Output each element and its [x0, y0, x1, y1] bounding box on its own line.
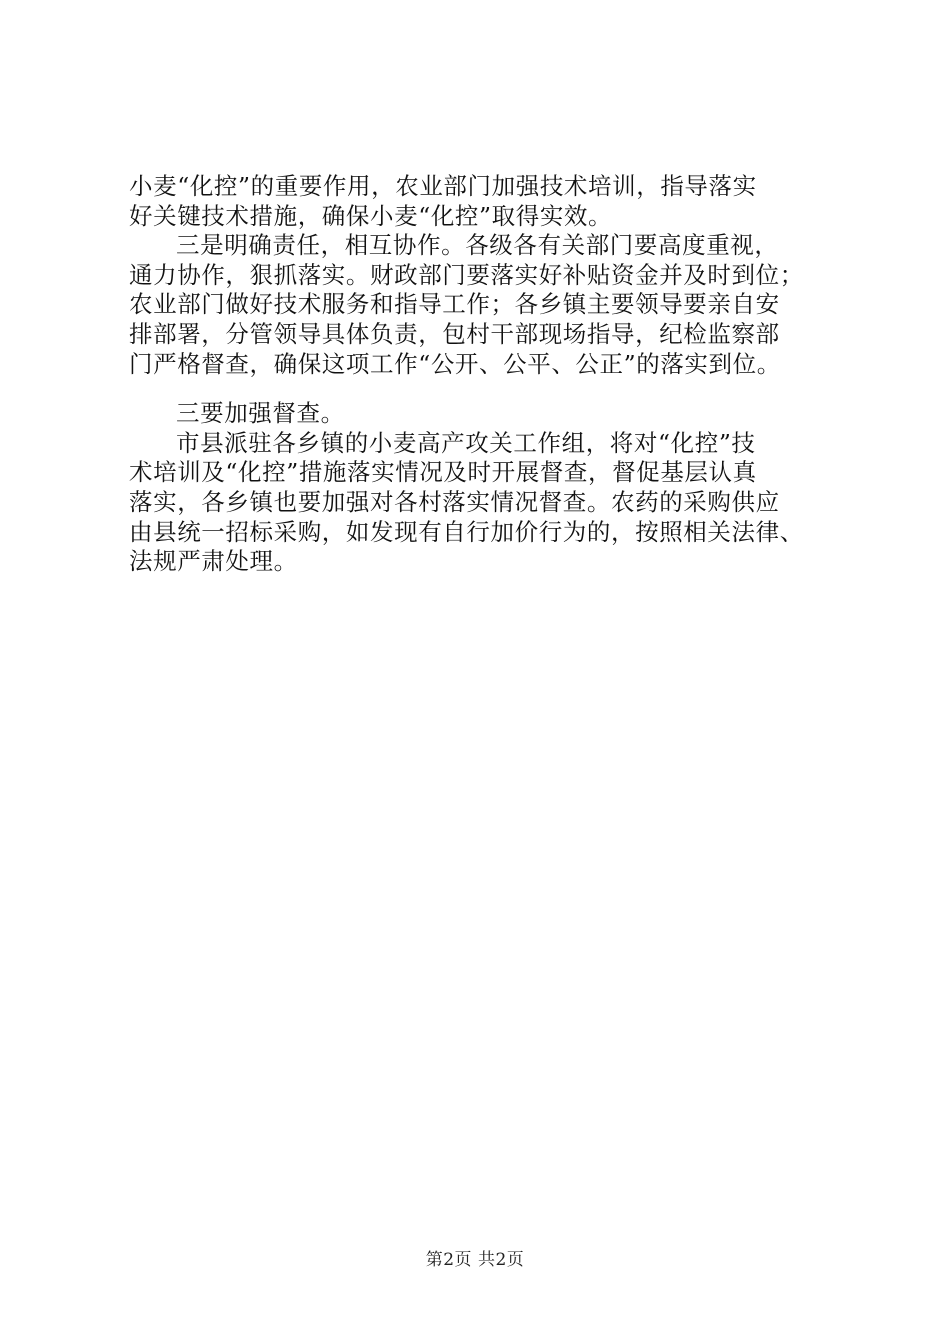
text-line: 由县统一招标采购，如发现有自行加价行为的，按照相关法律、	[129, 517, 804, 546]
paragraph-supervision	[129, 429, 829, 577]
text-line: 好关键技术措施，确保小麦“化控”取得实效。	[129, 201, 613, 230]
paragraph-continuation	[129, 172, 829, 231]
paragraph-responsibility	[129, 231, 829, 379]
text-line: 落实，各乡镇也要加强对各村落实情况督查。农药的采购供应	[129, 487, 780, 516]
text-line: 法规严肃处理。	[129, 547, 298, 576]
text-line: 术培训及“化控”措施落实情况及时开展督查，督促基层认真	[129, 458, 757, 487]
text-line: 市县派驻各乡镇的小麦高产攻关工作组，将对“化控”技	[176, 428, 756, 457]
text-line: 小麦“化控”的重要作用，农业部门加强技术培训，指导落实	[129, 172, 757, 200]
text-line: 三是明确责任，相互协作。各级各有关部门要高度重视，	[176, 231, 779, 260]
text-line: 门严格督查，确保这项工作“公开、公平、公正”的落实到位。	[129, 349, 781, 378]
page-footer: 第2页 共2页	[425, 1250, 525, 1270]
document-body	[129, 172, 829, 577]
text-line: 排部署，分管领导具体负责，包村干部现场指导，纪检监察部	[129, 319, 780, 348]
paragraph-gap	[129, 379, 829, 399]
section-heading: 三要加强督查。	[176, 399, 345, 428]
text-line: 通力协作，狠抓落实。财政部门要落实好补贴资金并及时到位；	[129, 260, 804, 289]
text-line: 农业部门做好技术服务和指导工作；各乡镇主要领导要亲自安	[129, 290, 780, 319]
